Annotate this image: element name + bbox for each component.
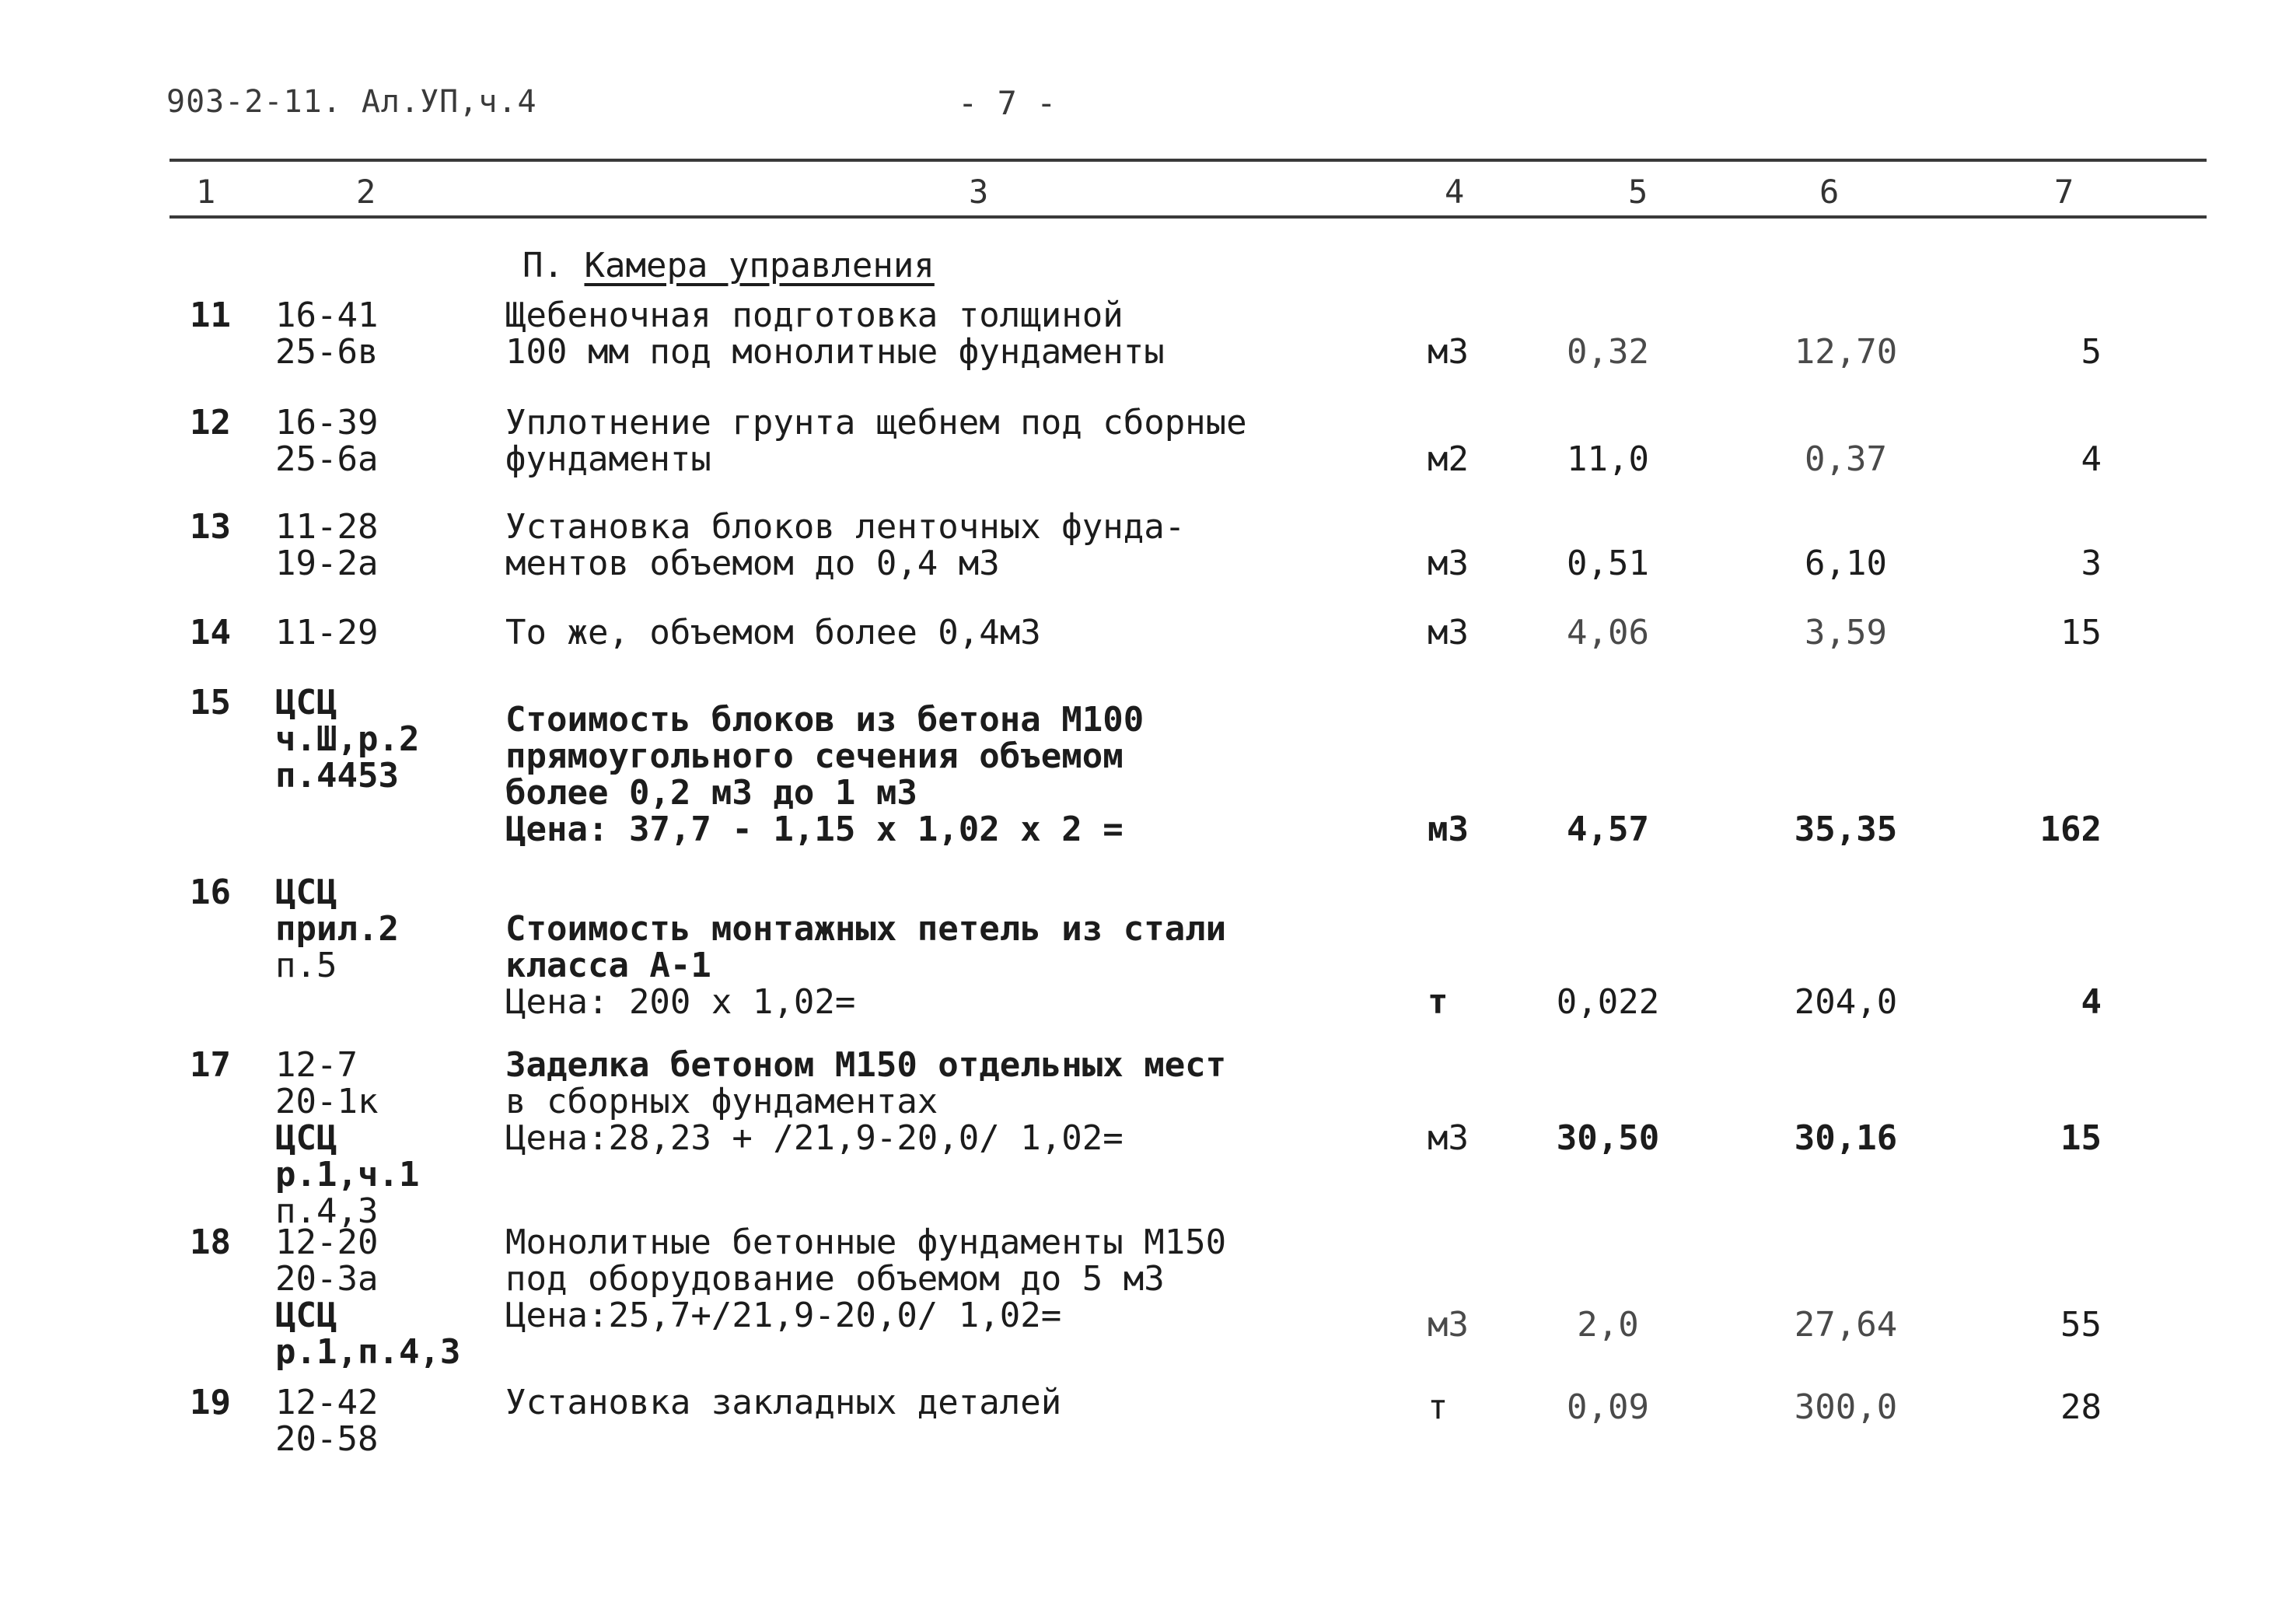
rate-code-line: п.4453 (275, 756, 399, 796)
rate-code-line: ЦСЦ (275, 1118, 337, 1158)
quantity-cell: 0,09 (1567, 1387, 1649, 1427)
work-description-line: более 0,2 м3 до 1 м3 (505, 773, 917, 813)
unit-cell: м3 (1428, 332, 1469, 372)
row-number: 14 (190, 613, 231, 652)
work-description-line: ментов объемом до 0,4 м3 (505, 544, 1000, 583)
quantity-cell: 11,0 (1567, 439, 1649, 479)
unit-cell: т (1428, 982, 1449, 1022)
total-cost-cell: 15 (2060, 1118, 2102, 1158)
row-number: 12 (190, 403, 231, 442)
rate-code-line: 20-3а (275, 1259, 379, 1299)
price-formula-line: Цена:28,23 + /21,9-20,0/ 1,02= (505, 1118, 1124, 1158)
rate-code-line: ЦСЦ (275, 683, 337, 722)
rate-code-line: 12-20 (275, 1222, 379, 1262)
section-prefix: П. (522, 246, 564, 285)
total-cost-cell: 5 (2081, 332, 2102, 372)
price-formula-line: Цена:25,7+/21,9-20,0/ 1,02= (505, 1296, 1062, 1335)
rate-code-line: 20-1к (275, 1082, 379, 1121)
table-row (0, 683, 2296, 849)
work-description-line: Заделка бетоном М150 отдельных мест (505, 1045, 1227, 1085)
row-number: 17 (190, 1045, 231, 1085)
column-header-2: 2 (356, 173, 376, 211)
unit-price-cell: 6,10 (1805, 544, 1887, 583)
unit-price-cell: 3,59 (1805, 613, 1887, 652)
unit-price-cell: 27,64 (1794, 1305, 1898, 1345)
work-description-line: в сборных фундаментах (505, 1082, 938, 1121)
section-name: Камера управления (584, 246, 935, 285)
work-description-line: Стоимость монтажных петель из стали (505, 909, 1227, 949)
table-row (0, 1045, 2296, 1231)
quantity-cell: 2,0 (1577, 1305, 1639, 1345)
rate-code-line: 25-6в (275, 332, 379, 372)
unit-cell: м3 (1428, 810, 1469, 849)
price-formula-line: Цена: 37,7 - 1,15 х 1,02 х 2 = (505, 810, 1124, 849)
row-number: 11 (190, 296, 231, 335)
rate-code-line: 16-39 (275, 403, 379, 442)
quantity-cell: 30,50 (1556, 1118, 1660, 1158)
quantity-cell: 0,51 (1567, 544, 1649, 583)
table-header-rule (169, 215, 2207, 219)
unit-cell: м2 (1428, 439, 1469, 479)
table-row (0, 613, 2296, 652)
table-row (0, 873, 2296, 1022)
rate-code-line: ЦСЦ (275, 1296, 337, 1335)
document-code: 903-2-11. Ал.УП,ч.4 (166, 84, 537, 120)
rate-code-line: п.5 (275, 946, 337, 985)
column-header-3: 3 (969, 173, 989, 211)
table-top-rule (169, 159, 2207, 162)
total-cost-cell: 28 (2060, 1387, 2102, 1427)
rate-code-line: 12-7 (275, 1045, 358, 1085)
unit-cell: м3 (1428, 613, 1469, 652)
work-description-line: фундаменты (505, 439, 711, 479)
rate-code-line: 12-42 (275, 1383, 379, 1422)
unit-cell: м3 (1428, 1118, 1469, 1158)
work-description-line: Уплотнение грунта щебнем под сборные (505, 403, 1247, 442)
rate-code-line: 19-2а (275, 544, 379, 583)
column-header-6: 6 (1819, 173, 1840, 211)
unit-price-cell: 35,35 (1794, 810, 1898, 849)
rate-code-line: 20-58 (275, 1419, 379, 1459)
rate-code-line: 11-29 (275, 613, 379, 652)
rate-code-line: р.1,п.4,3 (275, 1332, 461, 1372)
quantity-cell: 4,06 (1567, 613, 1649, 652)
rate-code-line: 25-6а (275, 439, 379, 479)
column-header-4: 4 (1445, 173, 1465, 211)
work-description-line: прямоугольного сечения объемом (505, 736, 1124, 776)
unit-price-cell: 300,0 (1794, 1387, 1898, 1427)
work-description-line: под оборудование объемом до 5 м3 (505, 1259, 1165, 1299)
work-description-line: То же, объемом более 0,4м3 (505, 613, 1041, 652)
total-cost-cell: 55 (2060, 1305, 2102, 1345)
row-number: 13 (190, 507, 231, 547)
rate-code-line: ЦСЦ (275, 873, 337, 912)
work-description-line: класса А-1 (505, 946, 711, 985)
row-number: 19 (190, 1383, 231, 1422)
work-description-line: Стоимость блоков из бетона М100 (505, 700, 1145, 740)
row-number: 15 (190, 683, 231, 722)
work-description-line: Установка блоков ленточных фунда- (505, 507, 1186, 547)
table-row (0, 1222, 2296, 1372)
rate-code-line: ч.Ш,р.2 (275, 719, 420, 759)
total-cost-cell: 4 (2081, 982, 2102, 1022)
row-number: 16 (190, 873, 231, 912)
rate-code-line: 11-28 (275, 507, 379, 547)
total-cost-cell: 3 (2081, 544, 2102, 583)
column-header-5: 5 (1628, 173, 1648, 211)
work-description-line: Установка закладных деталей (505, 1383, 1062, 1422)
section-title (522, 246, 935, 285)
unit-cell: т (1428, 1387, 1449, 1427)
quantity-cell: 4,57 (1567, 810, 1649, 849)
quantity-cell: 0,022 (1556, 982, 1660, 1022)
rate-code-line: р.1,ч.1 (275, 1155, 420, 1195)
quantity-cell: 0,32 (1567, 332, 1649, 372)
unit-cell: м3 (1428, 1305, 1469, 1345)
table-row (0, 403, 2296, 479)
price-formula-line: Цена: 200 х 1,02= (505, 982, 856, 1022)
page-number: - 7 - (958, 84, 1057, 122)
total-cost-cell: 162 (2039, 810, 2102, 849)
unit-price-cell: 204,0 (1794, 982, 1898, 1022)
column-header-7: 7 (2054, 173, 2074, 211)
work-description-line: Щебеночная подготовка толщиной (505, 296, 1124, 335)
unit-cell: м3 (1428, 544, 1469, 583)
row-number: 18 (190, 1222, 231, 1262)
unit-price-cell: 0,37 (1805, 439, 1887, 479)
table-row (0, 296, 2296, 372)
unit-price-cell: 12,70 (1794, 332, 1898, 372)
work-description-line: 100 мм под монолитные фундаменты (505, 332, 1165, 372)
unit-price-cell: 30,16 (1794, 1118, 1898, 1158)
column-header-1: 1 (196, 173, 216, 211)
total-cost-cell: 4 (2081, 439, 2102, 479)
total-cost-cell: 15 (2060, 613, 2102, 652)
rate-code-line: п.4,3 (275, 1191, 379, 1231)
rate-code-line: 16-41 (275, 296, 379, 335)
table-row (0, 1383, 2296, 1459)
work-description-line: Монолитные бетонные фундаменты М150 (505, 1222, 1227, 1262)
rate-code-line: прил.2 (275, 909, 399, 949)
